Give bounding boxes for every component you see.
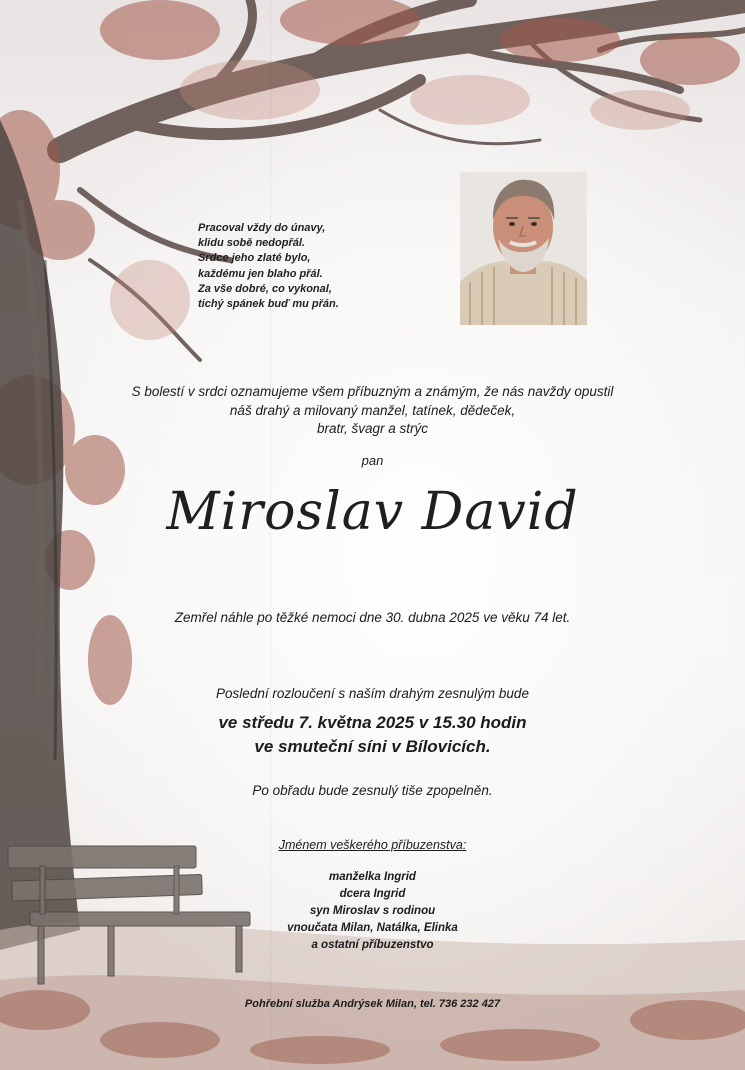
family-member: a ostatní příbuzenstvo	[311, 939, 434, 951]
announcement-line: S bolestí v srdci oznamujeme všem příbuzným a známým, že nás navždy opustil	[131, 384, 614, 399]
memorial-poem	[198, 221, 438, 312]
family-members	[0, 869, 745, 954]
family-member: syn Miroslav s rodinou	[309, 905, 436, 917]
poem-line: klidu sobě nedopřál.	[198, 237, 305, 250]
announcement-line: náš drahý a milovaný manžel, tatínek, dědeček,	[229, 402, 516, 418]
funeral-service: Pohřební služba Andrýsek Milan, tel. 736 232 427	[244, 998, 501, 1010]
announcement-text	[0, 383, 745, 439]
poem-line: Pracoval vždy do únavy,	[198, 222, 326, 234]
farewell-place: ve smuteční síni v Bílovicích.	[254, 737, 491, 756]
farewell-details	[0, 711, 745, 759]
cremation-note: Po obřadu bude zesnulý tiše zpopelněn.	[252, 783, 493, 798]
farewell-intro: Poslední rozloučení s naším drahým zesnulým bude	[216, 686, 529, 701]
title-word: pan	[361, 453, 384, 468]
poem-line: Za vše dobré, co vykonal,	[198, 282, 332, 295]
family-member: dcera Ingrid	[339, 888, 406, 900]
death-notice: Zemřel náhle po těžké nemoci dne 30. dubna 2025 ve věku 74 let.	[174, 610, 571, 625]
family-heading-text: Jménem veškerého příbuzenstva:	[278, 838, 467, 852]
poem-line: tichý spánek buď mu přán.	[198, 298, 339, 311]
deceased-name: Miroslav David	[166, 482, 579, 542]
portrait-photo	[460, 172, 587, 325]
poem-line: každému jen blaho přál.	[198, 267, 323, 280]
announcement-line: bratr, švagr a strýc	[316, 421, 429, 436]
family-heading	[0, 838, 745, 852]
family-member: vnoučata Milan, Natálka, Elinka	[287, 922, 458, 934]
poem-line: Srdce jeho zlaté bylo,	[198, 252, 311, 265]
farewell-date-time: ve středu 7. května 2025 v 15.30 hodin	[218, 713, 527, 732]
family-member: manželka Ingrid	[329, 871, 416, 883]
